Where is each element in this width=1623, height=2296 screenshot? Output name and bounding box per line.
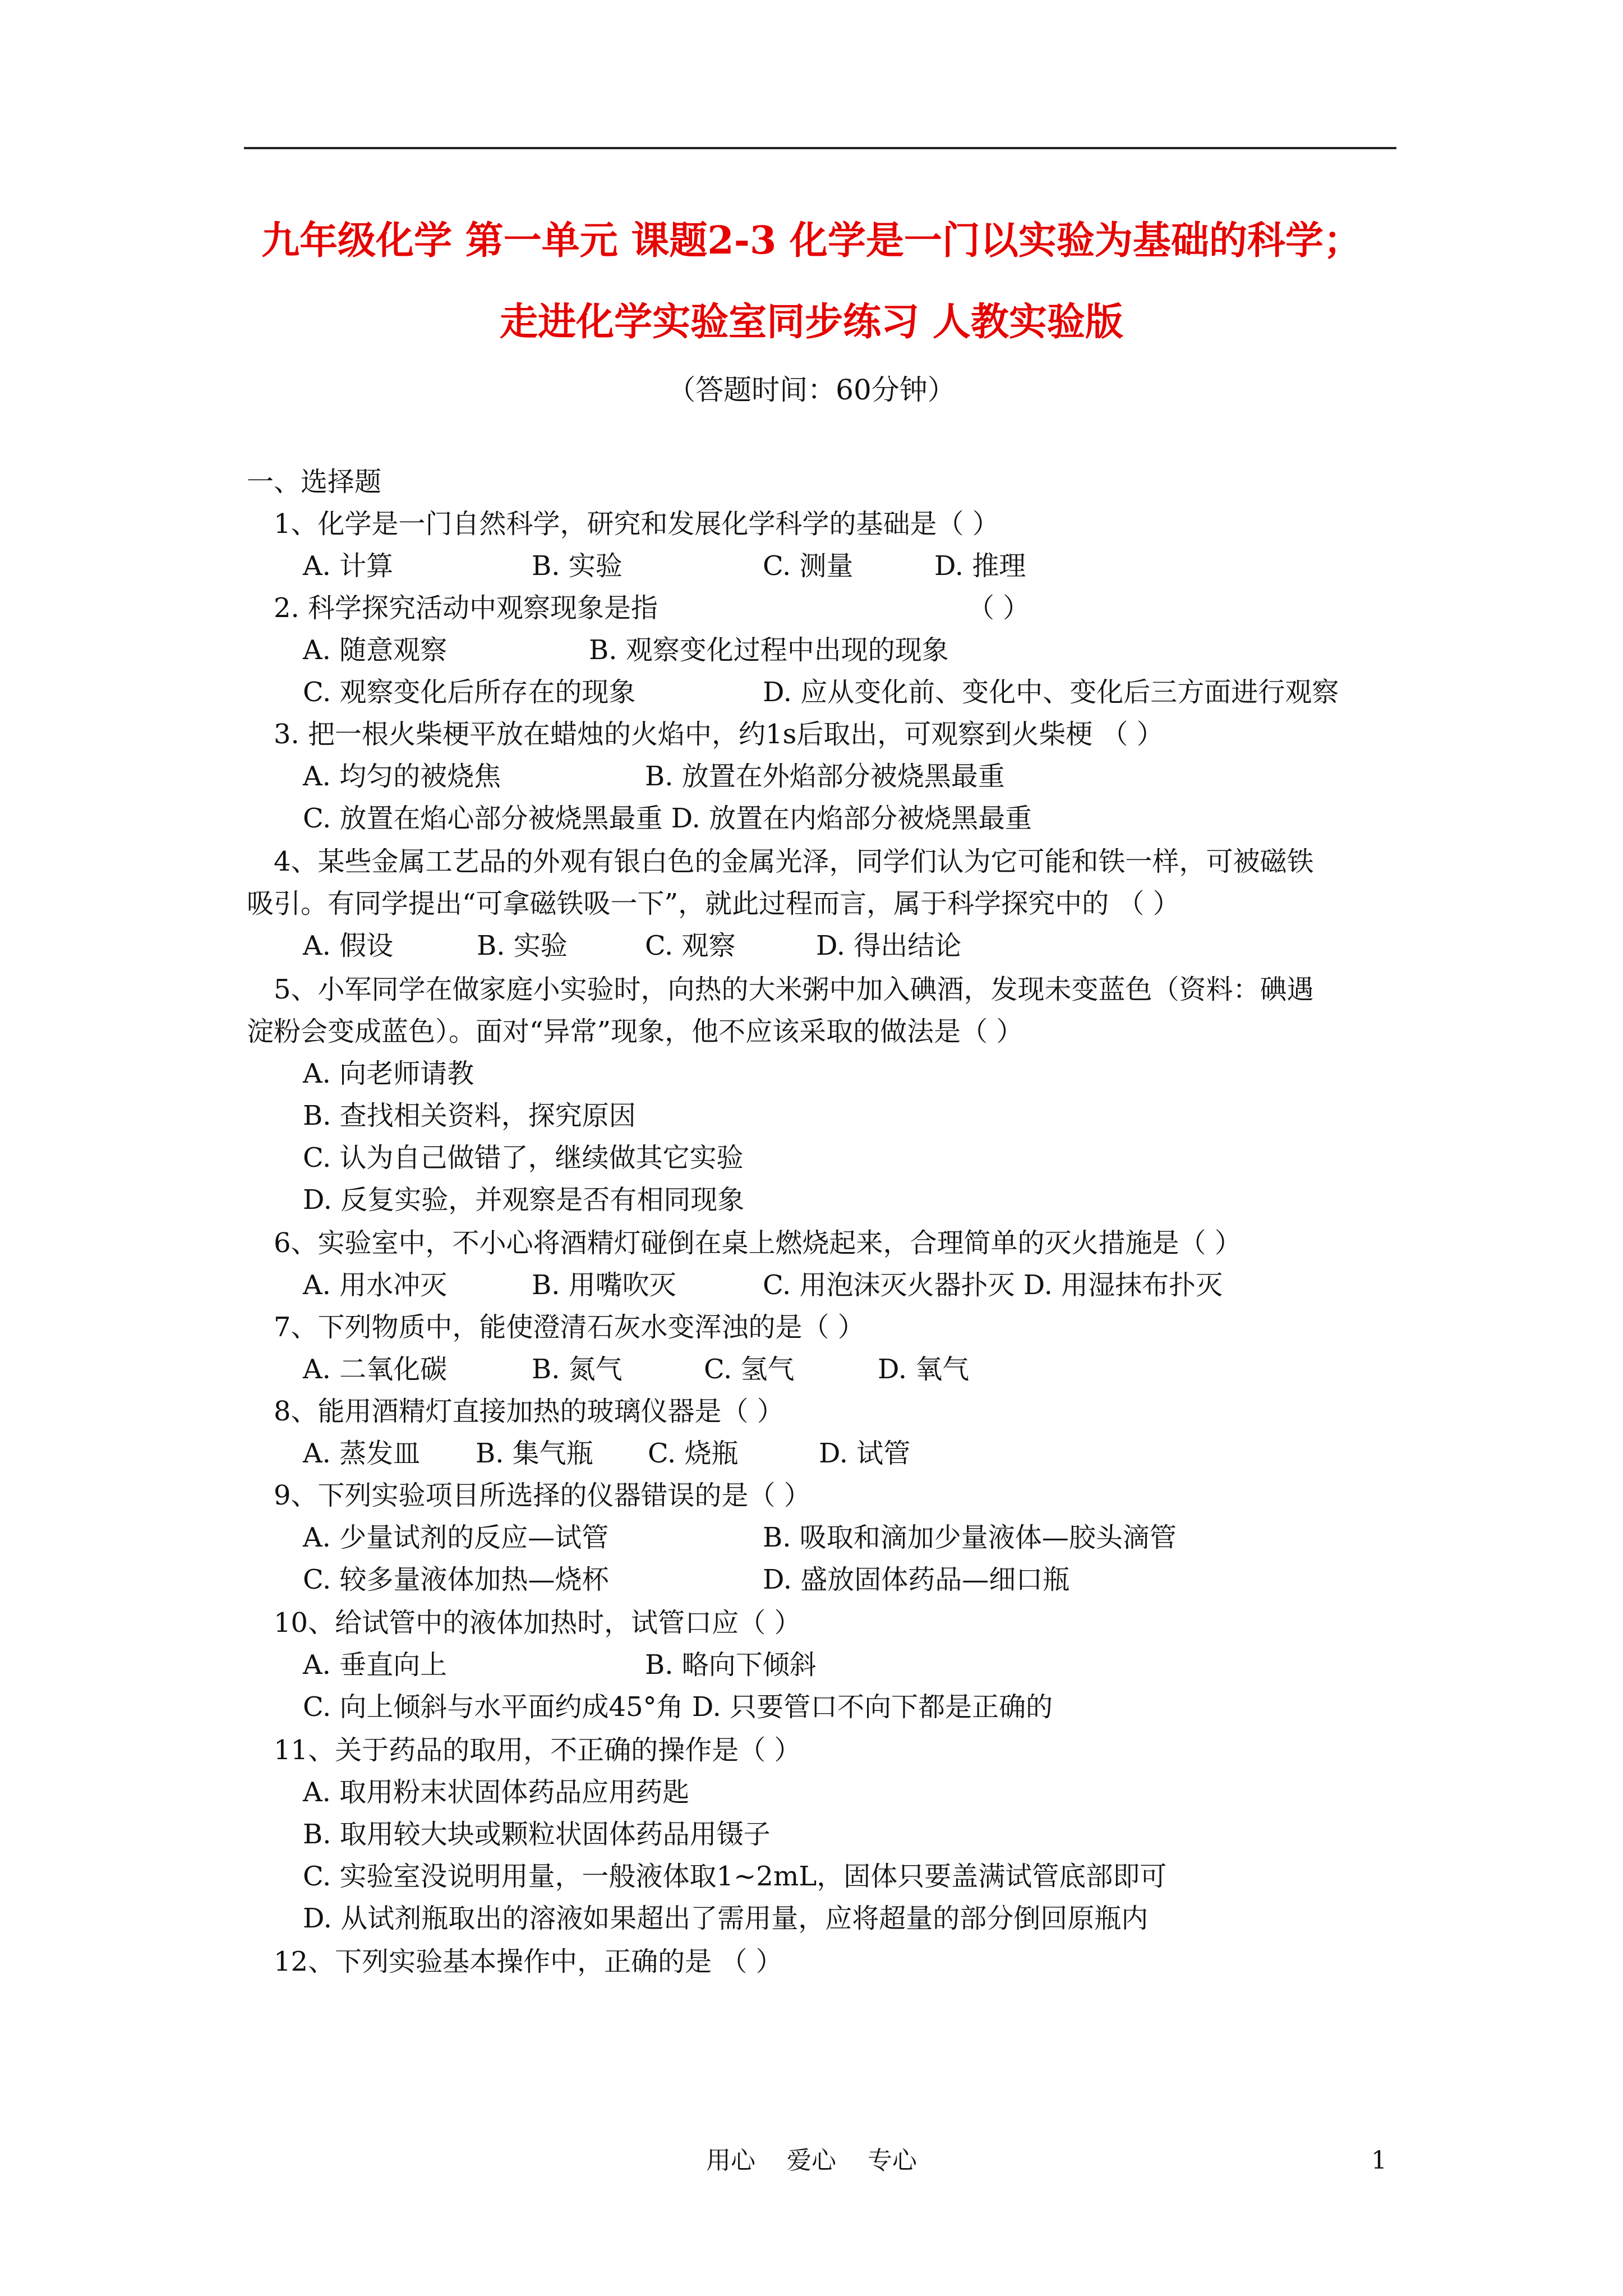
page-number: 1: [1371, 2146, 1387, 2175]
question-3: 3. 把一根火柴梗平放在蜡烛的火焰中，约1s后取出，可观察到火柴梗 （ ）: [274, 719, 1164, 750]
q2-option-a: A. 随意观察: [303, 634, 448, 666]
q2-option-b: B. 观察变化过程中出现的现象: [589, 634, 949, 666]
q3-option-b: B. 放置在外焰部分被烧黑最重: [645, 761, 1005, 792]
q8-option-a: A. 蒸发皿: [303, 1438, 421, 1469]
q4-option-b: B. 实验: [477, 930, 568, 961]
question-12: 12、下列实验基本操作中，正确的是 （ ）: [274, 1946, 783, 1977]
q7-option-c: C. 氢气: [704, 1354, 795, 1385]
header-rule: [244, 147, 1396, 149]
q5-option-b: B. 查找相关资料，探究原因: [303, 1100, 636, 1131]
q8-option-c: C. 烧瓶: [648, 1438, 739, 1469]
q5-option-c: C. 认为自己做错了，继续做其它实验: [303, 1142, 744, 1174]
q3-option-a: A. 均匀的被烧焦: [303, 761, 501, 792]
q9-option-d: D. 盛放固体药品—细口瓶: [763, 1564, 1070, 1595]
question-7: 7、下列物质中，能使澄清石灰水变浑浊的是（ ）: [274, 1312, 865, 1343]
q2-option-d: D. 应从变化前、变化中、变化后三方面进行观察: [763, 677, 1339, 708]
q5-option-d: D. 反复实验，并观察是否有相同现象: [303, 1184, 745, 1216]
q4-option-a: A. 假设: [303, 930, 394, 961]
question-2: 2. 科学探究活动中观察现象是指: [274, 592, 658, 624]
page-footer: 用心 爱心 专心: [706, 2146, 917, 2175]
q11-option-b: B. 取用较大块或颗粒状固体药品用镊子: [303, 1819, 771, 1850]
q8-option-b: B. 集气瓶: [476, 1438, 593, 1469]
q7-option-b: B. 氮气: [532, 1354, 623, 1385]
q4-option-c: C. 观察: [645, 930, 736, 961]
q8-option-d: D. 试管: [819, 1438, 911, 1469]
q10-option-c-d: C. 向上倾斜与水平面约成45°角 D. 只要管口不向下都是正确的: [303, 1691, 1053, 1723]
question-5-cont: 淀粉会变成蓝色）。面对“异常”现象，他不应该采取的做法是（ ）: [247, 1016, 1023, 1047]
question-5: 5、小军同学在做家庭小实验时，向热的大米粥中加入碘酒，发现未变蓝色（资料：碘遇: [274, 974, 1314, 1005]
q1-option-d: D. 推理: [934, 550, 1026, 582]
question-9: 9、下列实验项目所选择的仪器错误的是（ ）: [274, 1480, 811, 1511]
q7-option-d: D. 氧气: [878, 1354, 970, 1385]
document-title-line-1: 九年级化学 第一单元 课题2-3 化学是一门以实验为基础的科学；: [261, 218, 1362, 263]
answer-time-note: （答题时间：60分钟）: [667, 374, 956, 406]
question-11: 11、关于药品的取用，不正确的操作是（ ）: [274, 1734, 801, 1766]
q6-option-c-d: C. 用泡沫灭火器扑灭 D. 用湿抹布扑灭: [763, 1269, 1223, 1301]
q9-option-b: B. 吸取和滴加少量液体—胶头滴管: [763, 1522, 1177, 1553]
q11-option-c: C. 实验室没说明用量，一般液体取1~2mL，固体只要盖满试管底部即可: [303, 1861, 1167, 1892]
question-4-cont: 吸引。有同学提出“可拿磁铁吸一下”，就此过程而言，属于科学探究中的 （ ）: [247, 888, 1180, 919]
q5-option-a: A. 向老师请教: [303, 1058, 474, 1089]
section-heading: 一、选择题: [247, 466, 382, 498]
q4-option-d: D. 得出结论: [816, 930, 962, 961]
question-4: 4、某些金属工艺品的外观有银白色的金属光泽，同学们认为它可能和铁一样，可被磁铁: [274, 846, 1314, 877]
q10-option-a: A. 垂直向上: [303, 1649, 448, 1681]
question-8: 8、能用酒精灯直接加热的玻璃仪器是（ ）: [274, 1396, 784, 1427]
q11-option-d: D. 从试剂瓶取出的溶液如果超出了需用量，应将超量的部分倒回原瓶内: [303, 1903, 1149, 1934]
q2-answer-bracket: （ ）: [967, 592, 1030, 624]
question-10: 10、给试管中的液体加热时，试管口应（ ）: [274, 1607, 801, 1639]
document-title-line-2: 走进化学实验室同步练习 人教实验版: [500, 300, 1123, 344]
q6-option-b: B. 用嘴吹灭: [532, 1269, 676, 1301]
q9-option-c: C. 较多量液体加热—烧杯: [303, 1564, 609, 1595]
question-1: 1、化学是一门自然科学，研究和发展化学科学的基础是（ ）: [274, 508, 999, 540]
q3-option-c-d: C. 放置在焰心部分被烧黑最重 D. 放置在内焰部分被烧黑最重: [303, 803, 1032, 834]
q10-option-b: B. 略向下倾斜: [645, 1649, 817, 1681]
q2-option-c: C. 观察变化后所存在的现象: [303, 677, 636, 708]
q7-option-a: A. 二氧化碳: [303, 1354, 448, 1385]
q6-option-a: A. 用水冲灭: [303, 1269, 448, 1301]
question-6: 6、实验室中，不小心将酒精灯碰倒在桌上燃烧起来，合理简单的灭火措施是（ ）: [274, 1227, 1242, 1259]
q9-option-a: A. 少量试剂的反应—试管: [303, 1522, 609, 1553]
q1-option-c: C. 测量: [763, 550, 854, 582]
q1-option-a: A. 计算: [303, 550, 394, 582]
q11-option-a: A. 取用粉末状固体药品应用药匙: [303, 1777, 690, 1808]
q1-option-b: B. 实验: [532, 550, 623, 582]
